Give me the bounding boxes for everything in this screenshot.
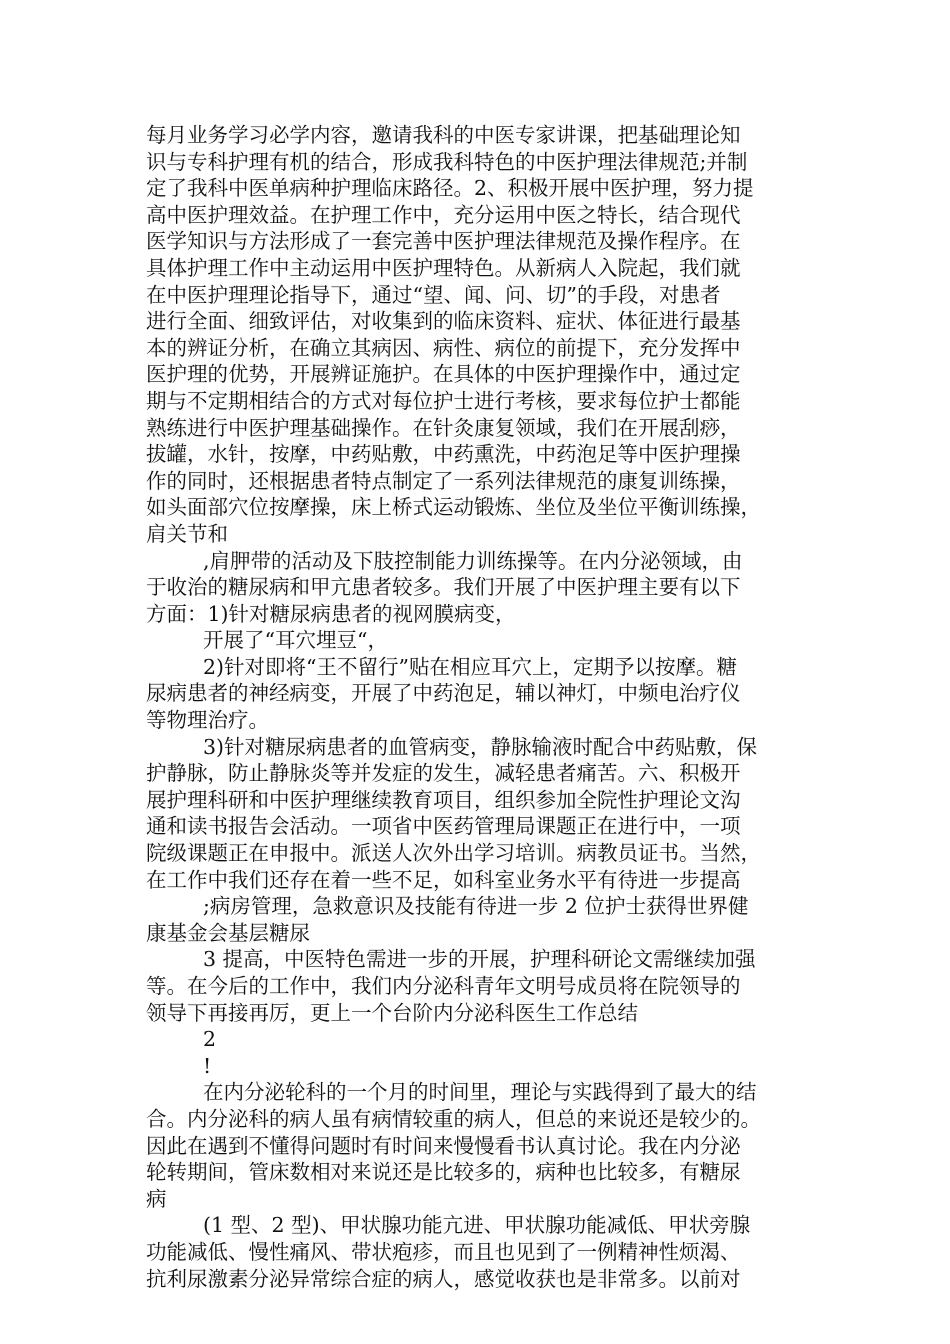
text-line: 抗利尿激素分泌异常综合症的病人，感觉收获也是非常多。以前对 [146, 1266, 741, 1291]
text-line: (1 型、2 型)、甲状腺功能亢进、甲状腺功能减低、甲状旁腺 [203, 1213, 751, 1238]
text-line: 等。在今后的工作中，我们内分泌科青年文明号成员将在院领导的 [146, 974, 741, 998]
paragraph [146, 654, 826, 734]
paragraph [146, 122, 826, 548]
text-line: 医学知识与方法形成了一套完善中医护理法律规范及操作程序。在 [146, 229, 741, 254]
text-line: ,肩胛带的活动及下肢控制能力训练操等。在内分泌领域，由 [203, 548, 743, 573]
text-line: 因此在遇到不懂得问题时有时间来慢慢看书认真讨论。我在内分泌 [146, 1133, 741, 1158]
text-line: 在工作中我们还存在着一些不足，如科室业务水平有待进一步提高 [146, 867, 741, 892]
text-line: 进行全面、细致评估，对收集到的临床资料、症状、体征进行最基 [146, 309, 741, 334]
text-line: 开展了“耳穴埋豆“， [203, 628, 388, 653]
paragraph [146, 893, 826, 946]
text-line: 领导下再接再厉，更上一个台阶内分泌科医生工作总结 [146, 1000, 638, 1025]
paragraph [146, 946, 826, 1026]
paragraph [146, 627, 826, 654]
text-line: 期与不定期相结合的方式对每位护士进行考核，要求每位护士都能 [146, 388, 741, 413]
text-line: 3)针对糖尿病患者的血管病变，静脉输液时配合中药贴敷，保 [203, 734, 758, 759]
text-line: 医护理的优势，开展辨证施护。在具体的中医护理操作中，通过定 [146, 362, 741, 387]
text-line: 康基金会基层糖尿 [146, 920, 310, 945]
text-line: ! [203, 1053, 212, 1078]
text-line: 具体护理工作中主动运用中医护理特色。从新病人入院起，我们就 [146, 255, 741, 280]
paragraph [146, 1053, 826, 1080]
text-line: ;病房管理，急救意识及技能有待进一步 2 位护士获得世界健 [203, 894, 749, 919]
text-line: 病 [146, 1186, 167, 1211]
text-line: 尿病患者的神经病变，开展了中药泡足，辅以神灯，中频电治疗仪 [146, 681, 741, 706]
text-line: 院级课题正在申报中。派送人次外出学习培训。病教员证书。当然， [146, 841, 761, 866]
paragraph [146, 1079, 826, 1212]
text-line: 轮转期间，管床数相对来说还是比较多的，病种也比较多，有糖尿 [146, 1160, 741, 1185]
text-line: 拔罐，水针，按摩，中药贴敷，中药熏洗，中药泡足等中医护理操 [146, 442, 741, 467]
document-page [146, 122, 826, 1292]
paragraph [146, 734, 826, 894]
text-line: 如头面部穴位按摩操，床上桥式运动锻炼、坐位及坐位平衡训练操， [146, 495, 761, 520]
text-line: 通和读书报告会活动。一项省中医药管理局课题正在进行中，一项 [146, 814, 741, 839]
text-line: 高中医护理效益。在护理工作中，充分运用中医之特长，结合现代 [146, 202, 741, 227]
text-line: 识与专科护理有机的结合，形成我科特色的中医护理法律规范;并制 [146, 149, 748, 174]
text-line: 于收治的糖尿病和甲亢患者较多。我们开展了中医护理主要有以下 [146, 575, 741, 600]
text-line: 护静脉，防止静脉炎等并发症的发生，减轻患者痛苦。六、积极开 [146, 761, 741, 786]
text-line: 等物理治疗。 [146, 708, 269, 733]
paragraph [146, 1026, 826, 1053]
paragraph [146, 548, 826, 628]
text-line: 3 提高，中医特色需进一步的开展，护理科研论文需继续加强 [203, 947, 756, 972]
text-line: 合。内分泌科的病人虽有病情较重的病人，但总的来说还是较少的。 [146, 1106, 761, 1131]
text-line: 熟练进行中医护理基础操作。在针灸康复领域，我们在开展刮痧， [146, 415, 741, 440]
paragraph [146, 1212, 826, 1292]
text-line: 定了我科中医单病种护理临床路径。2、积极开展中医护理，努力提 [146, 176, 754, 201]
text-line: 作的同时，还根据患者特点制定了一系列法律规范的康复训练操， [146, 468, 741, 493]
text-line: 方面：1)针对糖尿病患者的视网膜病变， [146, 601, 516, 626]
text-line: 2 [203, 1027, 217, 1052]
text-line: 2)针对即将“王不留行”贴在相应耳穴上，定期予以按摩。糖 [203, 654, 737, 679]
text-line: 功能减低、慢性痛风、带状疱疹，而且也见到了一例精神性烦渴、 [146, 1239, 741, 1264]
text-line: 每月业务学习必学内容，邀请我科的中医专家讲课，把基础理论知 [146, 123, 741, 147]
text-line: 展护理科研和中医护理继续教育项目，组织参加全院性护理论文沟 [146, 787, 741, 812]
text-line: 在内分泌轮科的一个月的时间里，理论与实践得到了最大的结 [203, 1080, 757, 1105]
text-line: 在中医护理理论指导下，通过“望、闻、问、切”的手段，对患者 [146, 282, 721, 307]
text-line: 肩关节和 [146, 521, 228, 546]
text-line: 本的辨证分析，在确立其病因、病性、病位的前提下，充分发挥中 [146, 335, 741, 360]
